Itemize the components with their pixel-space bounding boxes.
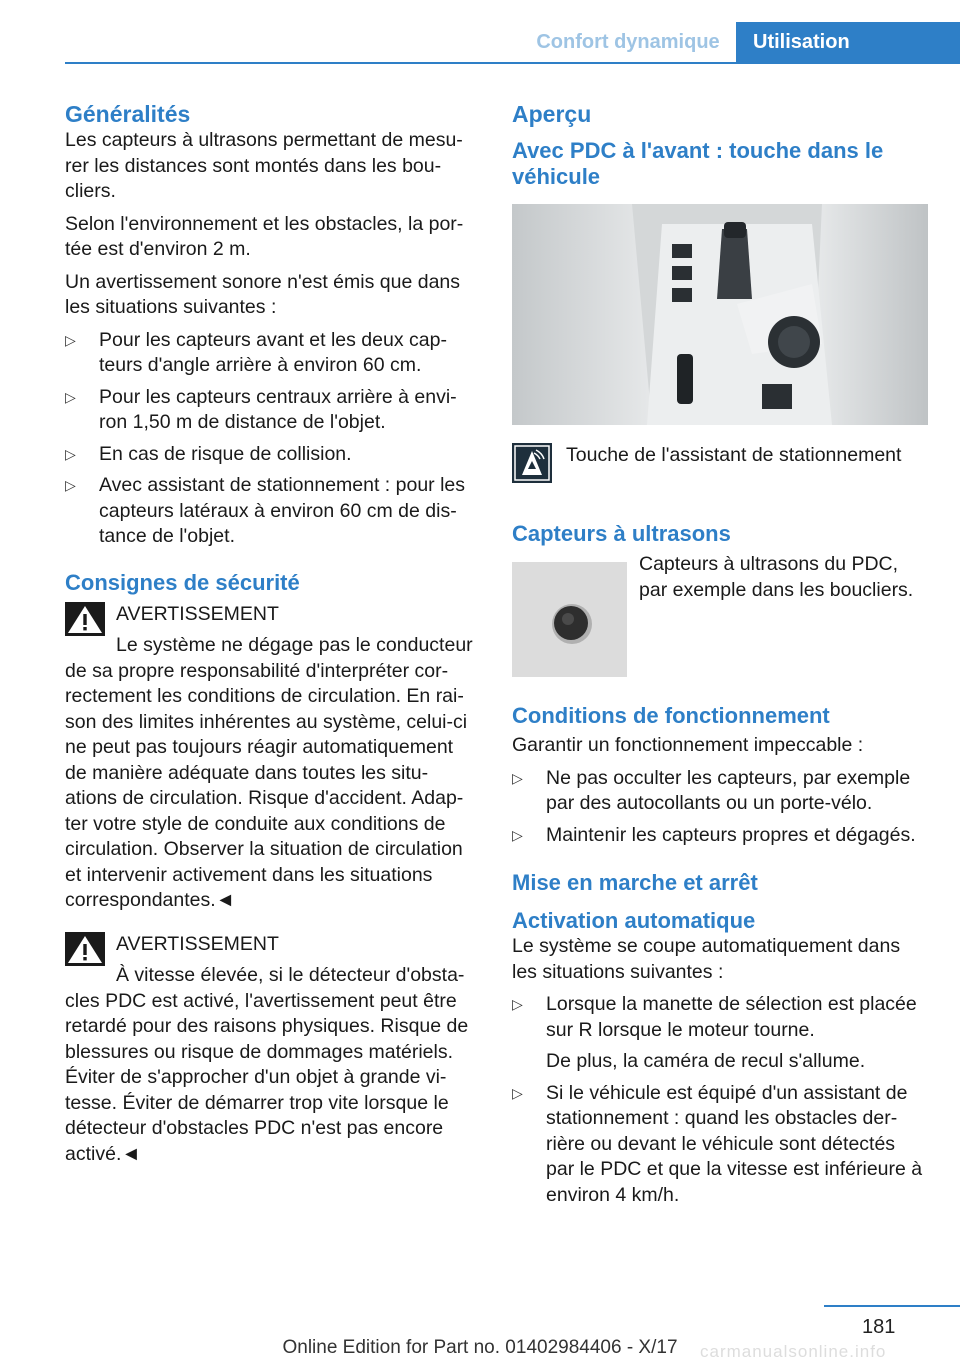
list-item: ▷ Pour les capteurs avant et les deux cap-teurs d'angle arrière à environ 60 cm.	[65, 328, 447, 376]
para-conditions-intro: Garantir un fonctionnement impeccable :	[512, 734, 864, 756]
warning-text-first: À vitesse élevée, si le détecteur d'obsta-	[116, 964, 465, 986]
warning-situations-list	[65, 328, 477, 550]
warning-triangle-icon	[65, 932, 105, 966]
warning-block-1	[65, 602, 477, 914]
heading-pdc-front: Avec PDC à l'avant : touche dans le véhicule	[512, 138, 884, 189]
heading-safety: Consignes de sécurité	[65, 569, 300, 595]
watermark: carmanualsonline.info	[700, 1342, 887, 1361]
list-item: ▷ Avec assistant de stationnement : pour les capteurs latéraux à environ 60 cm de dis-tance de l'objet.	[65, 474, 466, 547]
bullet-icon: ▷	[512, 769, 523, 786]
list-item: ▷ Ne pas occulter les capteurs, par exemple par des autocollants ou un porte-vélo.	[512, 766, 911, 814]
right-column	[512, 100, 928, 1214]
parking-button-caption: Touche de l'assistant de stationnement	[566, 444, 902, 466]
warning-title: AVERTISSEMENT	[116, 932, 279, 955]
header-section: Confort dynamique	[536, 31, 720, 53]
ultrasonic-sensor-photo	[512, 562, 627, 677]
list-item: ▷ En cas de risque de collision.	[65, 442, 477, 468]
list-item: ▷ Lorsque la manette de sélection est placée sur R lorsque le moteur tourne. De plus, la caméra de recul s'allume.	[512, 993, 917, 1072]
warning-text: cles PDC est activé, l'avertissement peut être retardé pour des raisons physiques. Risque de blessures ou risque de dommages matériels. Éviter de s'approcher d'un objet à grande vi-tesse. Éviter de démarrer trop vite lorsque le détecteur d'obstacles PDC n'est pas encore activé.◄	[65, 989, 469, 1165]
bullet-icon: ▷	[65, 445, 76, 462]
parking-button-legend	[512, 443, 928, 483]
list-item: ▷ Maintenir les capteurs propres et dégagés.	[512, 823, 928, 849]
warning-title: AVERTISSEMENT	[116, 602, 279, 625]
bullet-icon: ▷	[65, 477, 76, 493]
header-rule	[65, 62, 960, 64]
heading-generalites: Généralités	[65, 101, 191, 127]
page-number: 181	[862, 1316, 896, 1338]
para-auto-intro: Le système se coupe automatiquement dans les situations suivantes :	[512, 935, 901, 983]
warning-block-2	[65, 932, 477, 1168]
heading-auto-activation: Activation automatique	[512, 908, 756, 933]
warning-text: de sa propre responsabilité d'interpréter cor-rectement les conditions de circulation. En rai-son des limites inhérentes au système, celui-ci ne peut pas toujours réagir automatiquement de manière adéquate dans toutes les situ-ations de circulation. Risque d'accident. Adap-ter votre style de conduite aux conditions de circulation. Observer la situation de circulation et intervenir activement dans les situations correspondantes.◄	[65, 659, 468, 911]
center-console-photo	[512, 204, 928, 425]
bullet-icon: ▷	[65, 331, 76, 348]
bullet-icon: ▷	[512, 996, 523, 1012]
auto-off-list	[512, 992, 928, 1208]
left-column	[65, 100, 477, 1167]
warning-triangle-icon	[65, 602, 105, 636]
para-sensors: Les capteurs à ultrasons permettant de mesu-rer les distances sont montés dans les bou-cliers.	[65, 129, 463, 202]
bullet-icon: ▷	[65, 388, 76, 405]
heading-ultrasonic-sensors: Capteurs à ultrasons	[512, 521, 731, 546]
edition-line: Online Edition for Part no. 01402984406 - X/17	[282, 1337, 678, 1358]
heading-on-off: Mise en marche et arrêt	[512, 870, 758, 895]
parking-assist-button-icon	[512, 443, 552, 483]
para-warning-intro: Un avertissement sonore n'est émis que dans les situations suivantes :	[65, 270, 461, 318]
sensor-caption: Capteurs à ultrasons du PDC, par exemple dans les boucliers.	[639, 553, 914, 601]
heading-apercu: Aperçu	[512, 101, 592, 127]
bullet-icon: ▷	[512, 826, 523, 843]
list-item: ▷ Si le véhicule est équipé d'un assistant de stationnement : quand les obstacles der-rière ou devant le véhicule sont détectés par le PDC et que la vitesse est inférieure à environ 4 km/h.	[512, 1081, 923, 1206]
conditions-list	[512, 766, 928, 849]
para-range: Selon l'environnement et les obstacles, la por-tée est d'environ 2 m.	[65, 212, 464, 260]
bullet-icon: ▷	[512, 1084, 523, 1101]
header-tab: Utilisation	[736, 22, 960, 62]
sensor-figure	[512, 552, 928, 677]
warning-text-first: Le système ne dégage pas le conducteur	[116, 634, 473, 656]
footer-rule	[824, 1305, 960, 1307]
list-item: ▷ Pour les capteurs centraux arrière à envi-ron 1,50 m de distance de l'objet.	[65, 385, 457, 433]
heading-conditions: Conditions de fonctionnement	[512, 703, 830, 728]
